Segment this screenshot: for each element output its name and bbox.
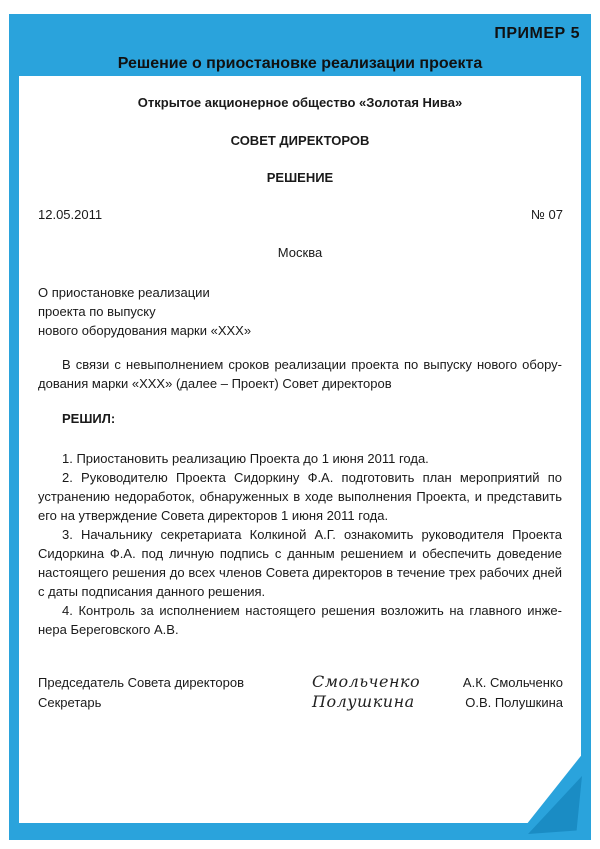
document-number: № 07 — [530, 207, 563, 222]
subject-block — [38, 283, 251, 340]
intro-paragraph: В связи с невыполнением сроков реализации проекта по выпуску нового оборудования марки «XXX» (далее – Проект) Совет директоров — [38, 357, 562, 391]
secretary-name: О.В. Полушкина — [465, 695, 563, 710]
board-heading: СОВЕТ ДИРЕКТОРОВ — [230, 133, 370, 148]
resolution-item: 2. Руководителю Проекта Сидоркину Ф.А. подготовить план мероприятий по устранению недоработок, обнаруженных в ходе выполнения Проекта, и представить его на утверждение Совета директоров 1 июня 2011 года. — [38, 470, 562, 523]
resolution-item: 1. Приостановить реализацию Проекта до 1 июня 2011 года. — [62, 451, 429, 466]
organization-name: Открытое акционерное общество «Золотая Нива» — [137, 95, 463, 110]
chairman-role: Председатель Совета директоров — [38, 675, 245, 690]
resolution-item: 4. Контроль за исполнением настоящего решения возложить на главного инженера Береговского А.В. — [38, 603, 562, 637]
chairman-signature: Смольченко — [312, 672, 421, 691]
header-title: Решение о приостановке реализации проекта — [117, 55, 483, 72]
document-city: Москва — [277, 245, 323, 260]
example-label: ПРИМЕР 5 — [494, 25, 580, 42]
document-date: 12.05.2011 — [38, 207, 103, 222]
chairman-name: А.К. Смольченко — [462, 675, 563, 690]
resolved-heading: РЕШИЛ: — [62, 411, 116, 426]
subject-line: О приостановке реализации — [38, 285, 210, 300]
secretary-role: Секретарь — [38, 695, 102, 710]
subject-line: нового оборудования марки «XXX» — [38, 323, 252, 338]
document-type: РЕШЕНИЕ — [266, 170, 334, 185]
resolution-item: 3. Начальнику секретариата Колкиной А.Г. ознакомить руководителя Проекта Сидоркина Ф.А. под личную подпись с данным решением и обеспечить доведение настоящего решения до всех членов Совета директоров в течение трех рабочих дней с даты подписания данного решения. — [38, 527, 562, 599]
secretary-signature: Полушкина — [312, 692, 415, 711]
subject-line: проекта по выпуску — [38, 304, 156, 319]
